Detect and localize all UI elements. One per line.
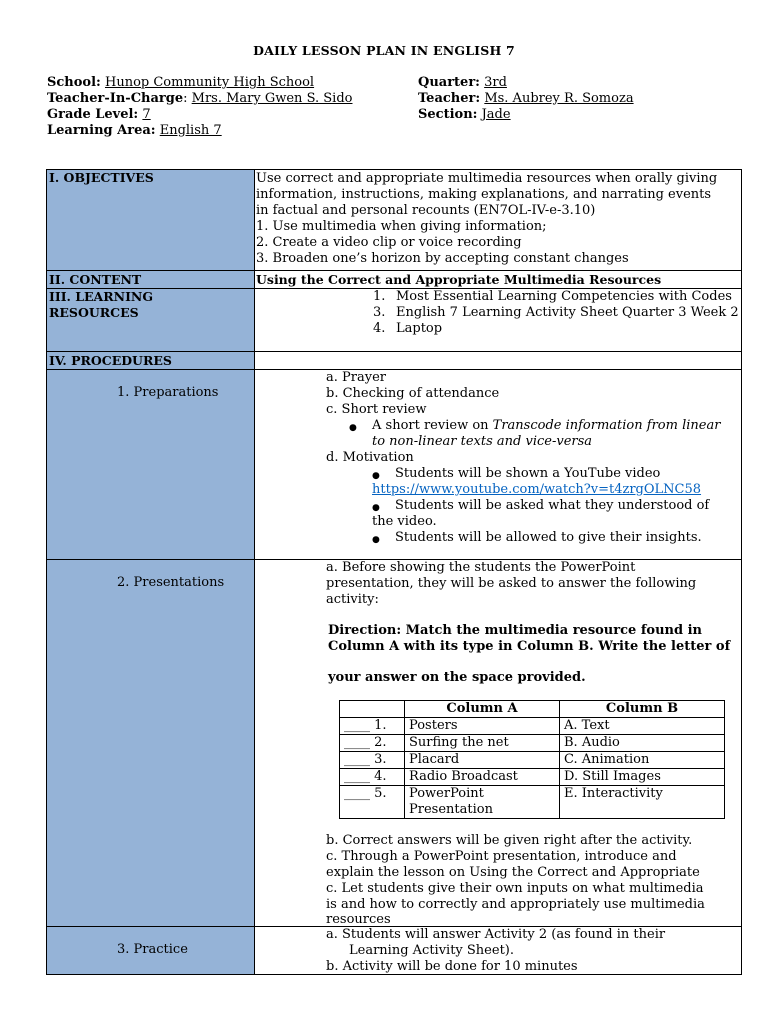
table-row: ____ 2. Surfing the net B. Audio xyxy=(340,735,725,752)
school-field: School: Hunop Community High School xyxy=(47,75,315,90)
bullet-icon: ● xyxy=(372,471,380,481)
learning-area-field: Learning Area: English 7 xyxy=(47,123,222,138)
resources-heading: III. LEARNING xyxy=(49,289,154,304)
preparations-content: a. Prayer b. Checking of attendance c. Short review ● A short review on Transcode information from linear to non-linear texts and vice-versa d. Motivation ● Students will be shown a YouTube video https://www.youtube.com/watch?v=t4zrgOLNC58 ● Students will be asked what they understood of the video. ● Students will be allowed to give their insights. xyxy=(255,370,741,559)
youtube-link[interactable]: https://www.youtube.com/watch?v=t4zrgOLNC58 xyxy=(372,482,702,497)
table-row: ____ 4. Radio Broadcast D. Still Images xyxy=(340,769,725,786)
bullet-icon: ● xyxy=(349,423,357,433)
quarter-field: Quarter: 3rd xyxy=(418,75,507,90)
content-text: Using the Correct and Appropriate Multimedia Resources xyxy=(256,272,662,287)
document-title: DAILY LESSON PLAN IN ENGLISH 7 xyxy=(253,43,515,58)
procedures-heading: IV. PROCEDURES xyxy=(49,353,172,368)
preparations-row xyxy=(46,369,742,560)
objectives-heading: I. OBJECTIVES xyxy=(49,170,154,185)
teacher-in-charge-field: Teacher-In-Charge: Mrs. Mary Gwen S. Sido xyxy=(47,91,353,106)
column-b-header: Column B xyxy=(560,701,725,718)
quarter-value: 3rd xyxy=(484,75,507,90)
table-row: ____ 5. PowerPoint Presentation E. Interactivity xyxy=(340,786,725,819)
teacher-value: Ms. Aubrey R. Somoza xyxy=(484,91,634,106)
grade-level-field: Grade Level: 7 xyxy=(47,107,151,122)
practice-content: a. Students will answer Activity 2 (as found in their Learning Activity Sheet). b. Activity will be done for 10 minutes xyxy=(326,927,666,974)
resources-row: III. LEARNING RESOURCES 1. Most Essential Learning Competencies with Codes 3. English 7 Learning Activity Sheet Quarter 3 Week 2 4. Laptop xyxy=(46,288,742,352)
bullet-icon: ● xyxy=(372,503,380,513)
direction-text: Direction: Match the multimedia resource found in xyxy=(328,623,702,638)
objectives-row xyxy=(46,169,742,271)
table-header-row xyxy=(340,701,725,718)
content-row xyxy=(46,270,742,289)
presentations-label: 2. Presentations xyxy=(117,575,225,590)
table-row: ____ 1. Posters A. Text xyxy=(340,718,725,735)
table-row: ____ 3. Placard C. Animation xyxy=(340,752,725,769)
school-value: Hunop Community High School xyxy=(104,75,315,90)
practice-label: 3. Practice xyxy=(117,942,188,957)
matching-table xyxy=(339,700,725,819)
section-value: Jade xyxy=(481,107,511,122)
grade-level-value: 7 xyxy=(142,107,151,122)
section-field: Section: Jade xyxy=(418,107,511,122)
content-heading: II. CONTENT xyxy=(49,272,142,287)
presentations-content: a. Before showing the students the PowerPoint presentation, they will be asked to answer the following activity: Direction: Match the multimedia resource found in Column A with its type in Column B. Write the letter of your answer on the space provided. b. Correct answers will be given right after the activity. c. Through a PowerPoint presentation, introduce and explain the lesson on Using the Correct and Appropriate c. Let students give their own inputs on what multimedia is and how to correctly and appropriately use multimedia resources xyxy=(326,560,731,927)
learning-area-value: English 7 xyxy=(159,123,222,138)
teacher-in-charge-value: Mrs. Mary Gwen S. Sido xyxy=(191,91,353,106)
teacher-field: Teacher: Ms. Aubrey R. Somoza xyxy=(418,91,634,106)
preparations-label: 1. Preparations xyxy=(117,385,219,400)
column-a-header: Column A xyxy=(405,701,560,718)
practice-row xyxy=(46,926,742,975)
resources-list: 1. Most Essential Learning Competencies with Codes 3. English 7 Learning Activity Sheet Quarter 3 Week 2 4. Laptop xyxy=(373,289,739,336)
objectives-content: Use correct and appropriate multimedia resources when orally giving information, instructions, making explanations, and narrating events in factual and personal recounts (EN7OL-IV-e-3.10) 1. Use multimedia when giving information; 2. Create a video clip or voice recording 3. Broaden one’s horizon by accepting constant changes xyxy=(256,171,718,266)
procedures-heading-row xyxy=(46,351,742,370)
bullet-icon: ● xyxy=(372,535,380,545)
